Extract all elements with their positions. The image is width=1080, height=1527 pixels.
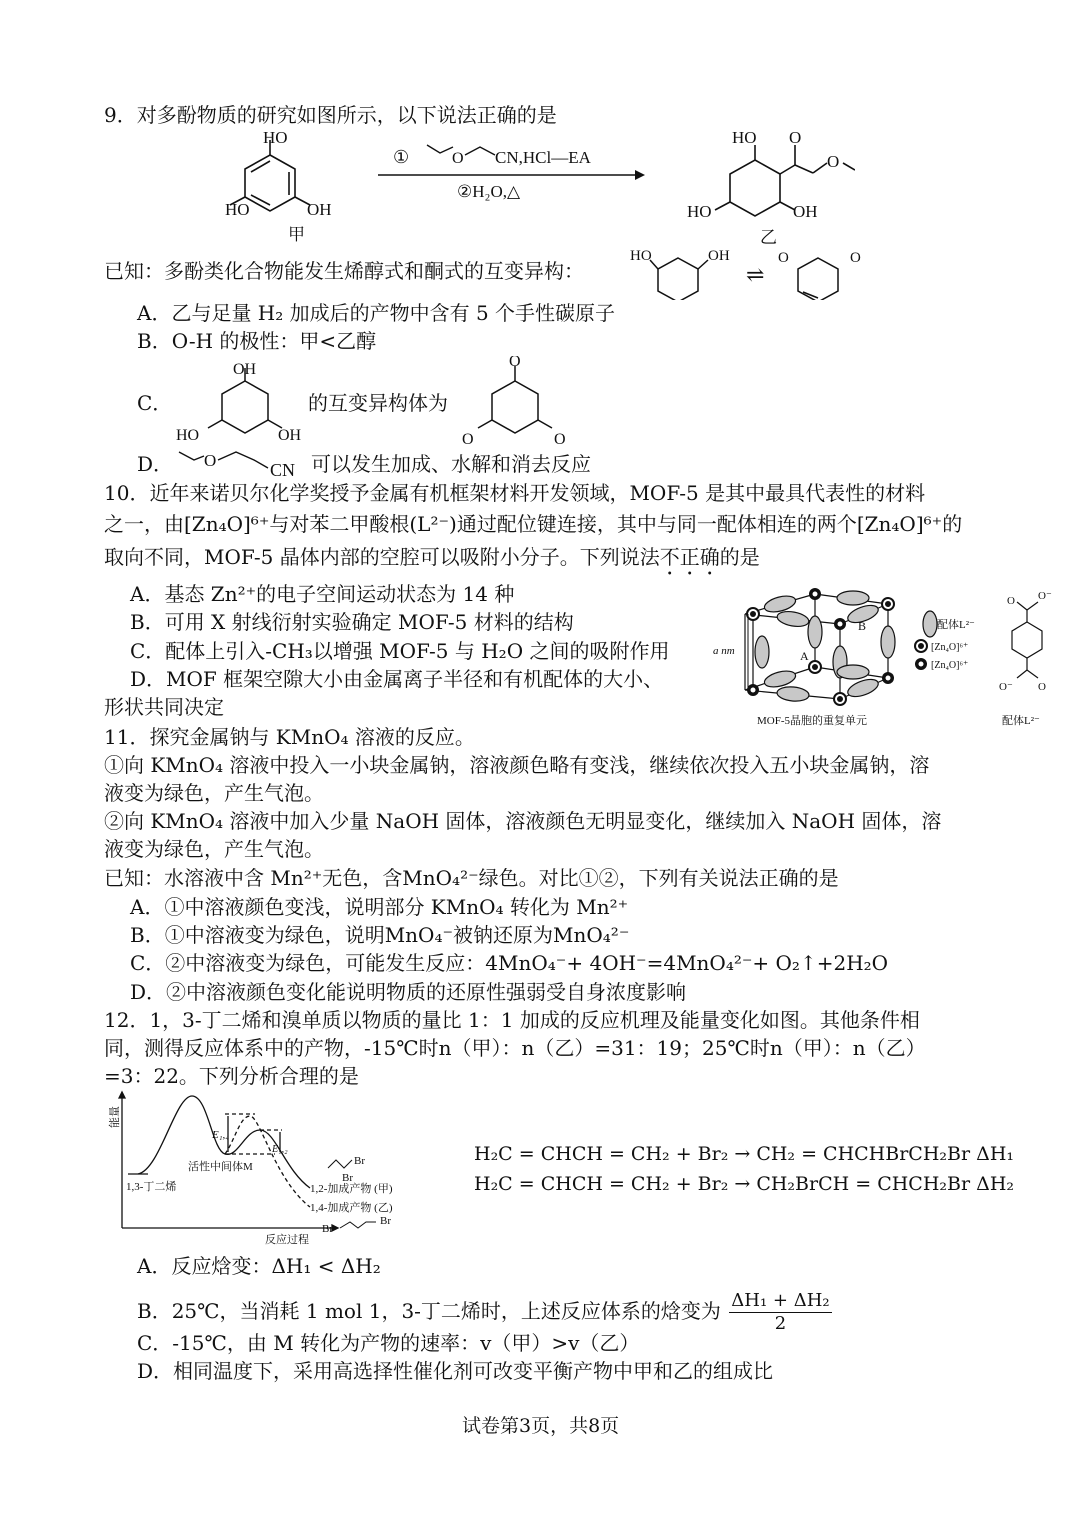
- svg-text:O: O: [789, 128, 802, 147]
- svg-text:OH: OH: [793, 202, 818, 221]
- svg-text:能量: 能量: [109, 1106, 121, 1128]
- q10-line3-post: 的是: [719, 545, 760, 569]
- svg-text:A: A: [800, 649, 809, 663]
- svg-text:O: O: [204, 451, 217, 470]
- q12-option-b-text: B．25℃，当消耗 1 mol 1，3-丁二烯时，上述反应体系的焓变为: [137, 1299, 721, 1323]
- svg-text:活性中间体M: 活性中间体M: [188, 1161, 253, 1173]
- svg-text:1,4-加成产物 (乙): 1,4-加成产物 (乙): [310, 1202, 393, 1214]
- q9-option-c-prefix: C．: [137, 391, 173, 415]
- q10-option-c: C．配体上引入-CH₃以增强 MOF-5 与 H₂O 之间的吸附作用: [130, 639, 670, 663]
- svg-text:O: O: [554, 431, 566, 448]
- fraction: [729, 1290, 831, 1335]
- q12-option-b: [137, 1290, 832, 1335]
- q12-option-c: C．-15℃，由 M 转化为产物的速率：v（甲）>v（乙）: [137, 1331, 640, 1355]
- svg-text:HO: HO: [630, 248, 652, 264]
- q10-emphasis: 不正确: [659, 545, 720, 569]
- svg-text:CN,HCl—EA: CN,HCl—EA: [495, 148, 591, 167]
- svg-text:Br: Br: [342, 1172, 353, 1184]
- q10-line3-pre: 取向不同，MOF-5 晶体内部的空腔可以吸附小分子。下列说法: [104, 545, 660, 569]
- svg-text:O⁻: O⁻: [1038, 590, 1052, 602]
- svg-text:O: O: [509, 356, 521, 370]
- q11-option-d: D．②中溶液颜色变化能说明物质的还原性强弱受自身浓度影响: [130, 980, 687, 1004]
- q12-line3: =3：22。下列分析合理的是: [104, 1064, 359, 1088]
- svg-text:O: O: [452, 150, 464, 167]
- label-jia: 甲: [288, 225, 305, 244]
- energy-diagram: [100, 1090, 430, 1245]
- svg-text:E₁,₄: E₁,₄: [212, 1129, 230, 1141]
- q12-line2: 同，测得反应体系中的产物，-15℃时n（甲）：n（乙）=31：19；25℃时n（甲）：n（乙）: [104, 1036, 926, 1060]
- svg-text:HO: HO: [225, 200, 250, 219]
- q9-known: 已知：多酚类化合物能发生烯醇式和酮式的互变异构：: [104, 259, 584, 283]
- svg-text:O⁻: O⁻: [999, 681, 1013, 693]
- q12-option-a: A．反应焓变：ΔH₁ < ΔH₂: [137, 1254, 381, 1278]
- svg-text:反应过程: 反应过程: [265, 1234, 309, 1245]
- q11-step2-line2: 液变为绿色，产生气泡。: [104, 837, 324, 861]
- svg-text:配体L²⁻: 配体L²⁻: [937, 619, 975, 631]
- q9-option-d-prefix: D．: [137, 452, 174, 476]
- q11-option-b: B．①中溶液变为绿色，说明MnO₄⁻被钠还原为MnO₄²⁻: [130, 923, 630, 947]
- svg-text:HO: HO: [176, 427, 200, 444]
- q11-step1-line2: 液变为绿色，产生气泡。: [104, 781, 324, 805]
- q11-known: 已知：水溶液中含 Mn²⁺无色，含MnO₄²⁻绿色。对比①②，下列有关说法正确的是: [104, 866, 839, 890]
- svg-text:O: O: [1038, 681, 1046, 693]
- q11-option-c: C．②中溶液变为绿色，可能发生反应：4MnO₄⁻+ 4OH⁻=4MnO₄²⁻+ O₂↑+2H₂O: [130, 951, 889, 975]
- svg-text:配体L²⁻: 配体L²⁻: [1002, 715, 1040, 727]
- svg-text:O: O: [462, 431, 474, 448]
- q10-option-a: A．基态 Zn²⁺的电子空间运动状态为 14 种: [130, 582, 515, 606]
- q11-stem: 11．探究金属钠与 KMnO₄ 溶液的反应。: [104, 725, 475, 749]
- svg-text:O: O: [1007, 595, 1015, 607]
- q9-option-d-structure: [176, 446, 311, 478]
- svg-text:1,2-加成产物 (甲): 1,2-加成产物 (甲): [310, 1183, 393, 1195]
- q10-line3: [104, 544, 760, 580]
- q10-line2: 之一，由[Zn₄O]⁶⁺与对苯二甲酸根(L²⁻)通过配位键连接，其中与同一配体相连的两个[Zn₄O]⁶⁺的: [104, 512, 963, 536]
- svg-text:Br: Br: [322, 1223, 333, 1235]
- q9-reaction-scheme: [215, 125, 855, 250]
- q12-line1: 12．1，3-丁二烯和溴单质以物质的量比 1：1 加成的反应机理及能量变化如图。其他条件相: [104, 1008, 920, 1032]
- q10-line1: 10．近年来诺贝尔化学奖授予金属有机框架材料开发领域，MOF-5 是其中最具代表性的材料: [104, 481, 926, 505]
- svg-text:Br: Br: [354, 1155, 365, 1167]
- svg-text:HO: HO: [687, 202, 712, 221]
- label-yi: 乙: [760, 228, 777, 247]
- svg-text:[Zn₄O]⁶⁺: [Zn₄O]⁶⁺: [931, 660, 969, 671]
- q12-option-d: D．相同温度下，采用高选择性催化剂可改变平衡产物中甲和乙的组成比: [137, 1359, 774, 1383]
- q10-option-d-line1: D．MOF 框架空隙大小由金属离子半径和有机配体的大小、: [130, 667, 664, 691]
- q11-step1-line1: ①向 KMnO₄ 溶液中投入一小块金属钠，溶液颜色略有变浅，继续依次投入五小块金属钠，溶: [104, 753, 930, 777]
- svg-text:MOF-5晶胞的重复单元: MOF-5晶胞的重复单元: [757, 715, 868, 727]
- q10-option-b: B．可用 X 射线衍射实验确定 MOF-5 材料的结构: [130, 610, 574, 634]
- svg-text:①: ①: [393, 147, 410, 167]
- q9-option-c-text: 的互变异构体为: [308, 391, 448, 415]
- svg-text:OH: OH: [233, 361, 257, 378]
- svg-text:O: O: [850, 250, 861, 266]
- svg-text:⇌: ⇌: [746, 262, 765, 287]
- q9-option-a: A．乙与足量 H₂ 加成后的产物中含有 5 个手性碳原子: [137, 301, 616, 325]
- svg-text:HO: HO: [732, 128, 757, 147]
- tautomer-figure: [628, 240, 878, 300]
- q11-option-a: A．①中溶液颜色变浅，说明部分 KMnO₄ 转化为 Mn²⁺: [130, 895, 629, 919]
- svg-text:OH: OH: [278, 427, 302, 444]
- svg-text:OH: OH: [708, 248, 730, 264]
- q9-option-d-text: 可以发生加成、水解和消去反应: [311, 452, 591, 476]
- q10-option-d-line2: 形状共同决定: [104, 695, 224, 719]
- q9-stem: 9．对多酚物质的研究如图所示，以下说法正确的是: [104, 103, 557, 127]
- q12-equation-2: H₂C = CHCH = CH₂ + Br₂ → CH₂BrCH = CHCH₂Br ΔH₂: [474, 1173, 1015, 1195]
- page-footer: 试卷第3页，共8页: [462, 1415, 620, 1437]
- svg-text:CN: CN: [270, 460, 296, 478]
- q9-option-b: B．O-H 的极性：甲<乙醇: [137, 329, 377, 353]
- svg-text:O: O: [827, 152, 840, 171]
- svg-text:[Zn₄O]⁶⁺: [Zn₄O]⁶⁺: [931, 642, 969, 653]
- svg-text:OH: OH: [307, 200, 332, 219]
- fraction-numerator: ΔH₁ + ΔH₂: [731, 1290, 830, 1311]
- svg-text:Br: Br: [380, 1215, 391, 1227]
- svg-text:HO: HO: [263, 128, 288, 147]
- mof5-figure: [705, 582, 1080, 732]
- fraction-denominator: 2: [774, 1313, 787, 1334]
- svg-text:E₁,₂: E₁,₂: [272, 1144, 288, 1155]
- svg-text:a nm: a nm: [713, 645, 735, 657]
- svg-text:②H₂O,△: ②H₂O,△: [457, 182, 521, 201]
- q11-step2-line1: ②向 KMnO₄ 溶液中加入少量 NaOH 固体，溶液颜色无明显变化，继续加入 NaOH 固体，溶: [104, 809, 942, 833]
- svg-text:B: B: [858, 619, 867, 633]
- svg-text:1,3-丁二烯: 1,3-丁二烯: [126, 1181, 177, 1193]
- svg-text:O: O: [778, 250, 789, 266]
- q12-equation-1: H₂C = CHCH = CH₂ + Br₂ → CH₂ = CHCHBrCH₂Br ΔH₁: [474, 1143, 1015, 1165]
